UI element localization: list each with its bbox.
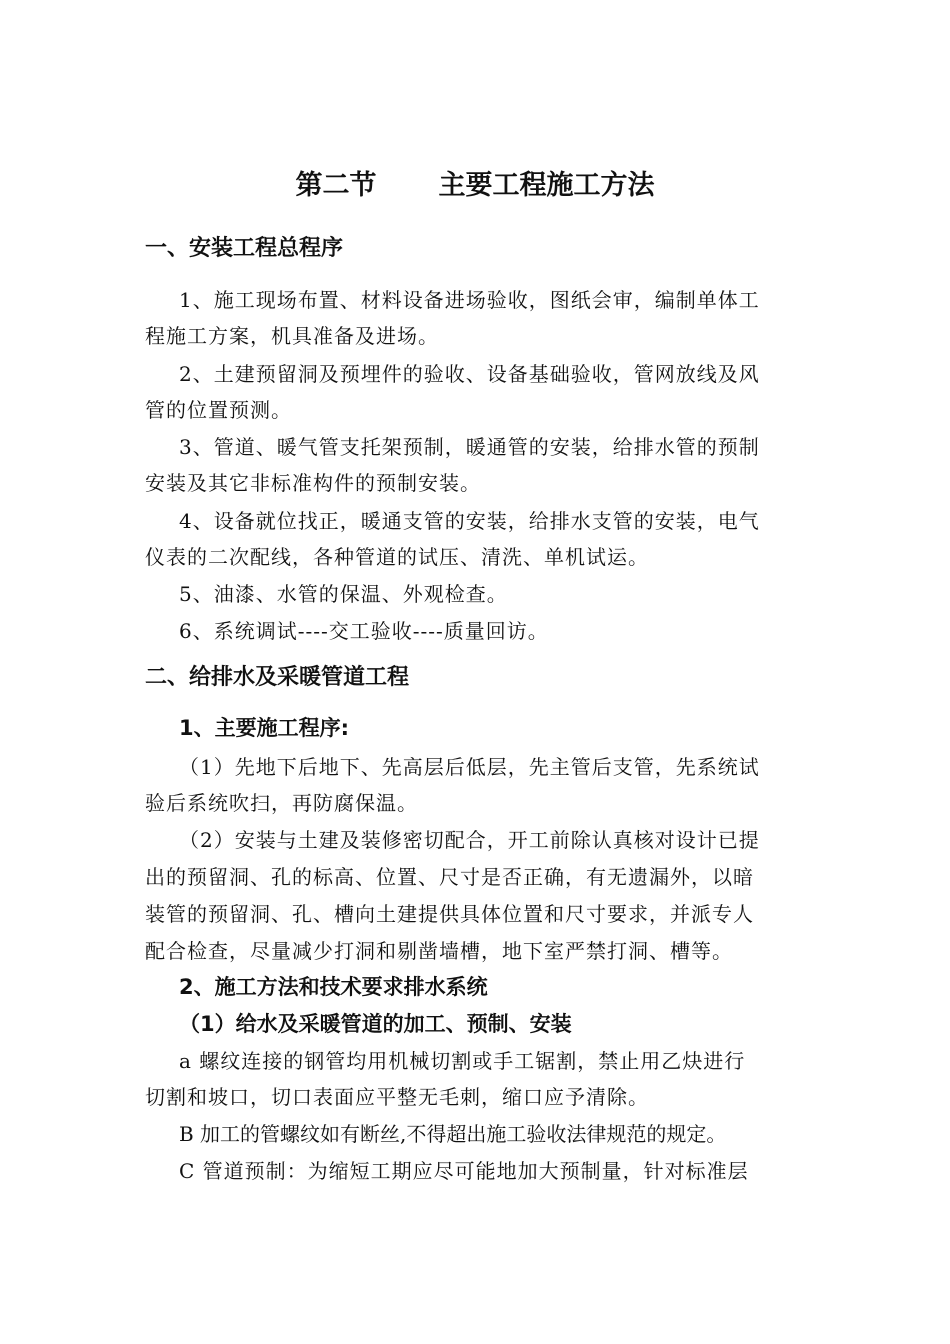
- paragraph-line: 6、系统调试----交工验收----质量回访。: [179, 619, 549, 643]
- subsection-heading: 2、施工方法和技术要求排水系统: [179, 975, 488, 999]
- paragraph-line: C 管道预制：为缩短工期应尽可能地加大预制量，针对标准层: [179, 1159, 749, 1183]
- paragraph-line: 切割和坡口，切口表面应平整无毛刺，缩口应予清除。: [145, 1085, 649, 1109]
- section-heading-2: 二、给排水及采暖管道工程: [145, 665, 410, 690]
- paragraph-line: 配合检查，尽量减少打洞和剔凿墙槽，地下室严禁打洞、槽等。: [145, 939, 733, 963]
- paragraph-line: （1）先地下后地下、先高层后低层，先主管后支管，先系统试: [179, 755, 760, 779]
- subsection-heading: 1、主要施工程序:: [179, 716, 350, 740]
- paragraph-line: 程施工方案，机具准备及进场。: [145, 324, 439, 348]
- subsection-heading: （1）给水及采暖管道的加工、预制、安装: [179, 1012, 572, 1036]
- paragraph-line: 验后系统吹扫，再防腐保温。: [145, 791, 418, 815]
- paragraph-line: 4、设备就位找正，暖通支管的安装，给排水支管的安装，电气: [179, 509, 760, 533]
- paragraph-line: 仪表的二次配线，各种管道的试压、清洗、单机试运。: [145, 545, 649, 569]
- paragraph-line: 5、油漆、水管的保温、外观检查。: [179, 582, 508, 606]
- paragraph-line: （2）安装与土建及装修密切配合，开工前除认真核对设计已提: [179, 828, 760, 852]
- page-title: [0, 172, 950, 199]
- paragraph-line: 3、管道、暖气管支托架预制，暖通管的安装，给排水管的预制: [179, 435, 760, 459]
- paragraph-line: a 螺纹连接的钢管均用机械切割或手工锯割，禁止用乙炔进行: [179, 1049, 746, 1073]
- section-heading-1: 一、安装工程总程序: [145, 236, 344, 261]
- paragraph-line: 1、施工现场布置、材料设备进场验收，图纸会审，编制单体工: [179, 288, 760, 312]
- paragraph-line: 管的位置预测。: [145, 398, 292, 422]
- paragraph-line: 2、土建预留洞及预埋件的验收、设备基础验收，管网放线及风: [179, 362, 760, 386]
- paragraph-line: 出的预留洞、孔的标高、位置、尺寸是否正确，有无遗漏外，以暗: [145, 865, 754, 889]
- paragraph-line: B 加工的管螺纹如有断丝,不得超出施工验收法律规范的规定。: [179, 1122, 727, 1146]
- title-section-number: 第二节: [295, 170, 377, 201]
- paragraph-line: 安装及其它非标准构件的预制安装。: [145, 471, 481, 495]
- title-section-name: 主要工程施工方法: [438, 170, 655, 201]
- paragraph-line: 装管的预留洞、孔、槽向土建提供具体位置和尺寸要求，并派专人: [145, 902, 754, 926]
